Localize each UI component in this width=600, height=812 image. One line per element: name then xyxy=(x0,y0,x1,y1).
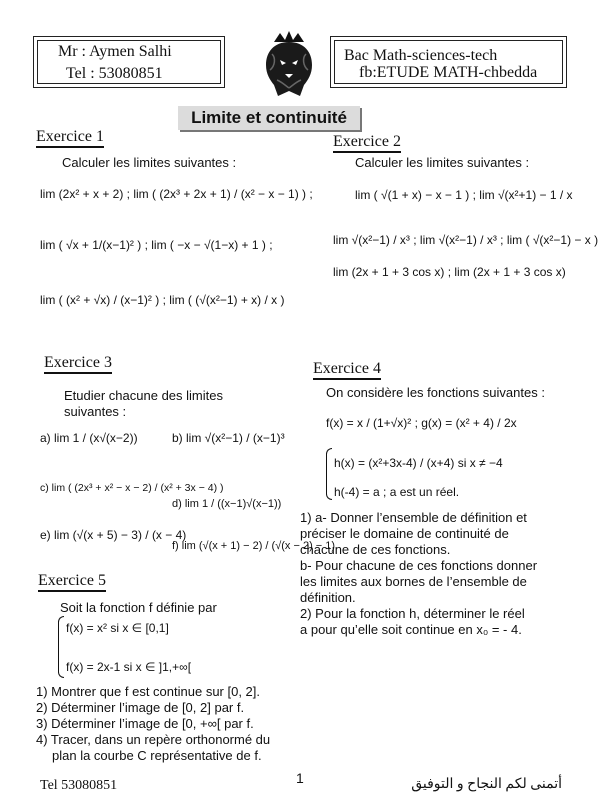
exercise-5-q2: 2) Déterminer l’image de [0, 2] par f. xyxy=(36,700,245,715)
exercise-2-line-2: lim √(x²−1) / x³ ; lim √(x²−1) / x³ ; lim ( √(x²−1) − x ) xyxy=(333,233,599,247)
page-title: Limite et continuité xyxy=(178,106,360,130)
exercise-4-h-brace xyxy=(326,448,332,500)
exercise-4-f-g: f(x) = x / (1+√x)² ; g(x) = (x² + 4) / 2x xyxy=(326,416,517,430)
exercise-5-q3: 3) Déterminer l’image de [0, +∞[ par f. xyxy=(36,716,254,731)
exercise-3-title: Exercice 3 xyxy=(44,354,112,374)
exercise-4-intro: On considère les fonctions suivantes : xyxy=(326,385,545,400)
exercise-4-q1a-3: chacune de ces fonctions. xyxy=(300,542,451,557)
exercise-4-h-line-2: h(-4) = a ; a est un réel. xyxy=(334,485,460,499)
exercise-1-instruction: Calculer les limites suivantes : xyxy=(62,155,237,170)
exercise-5-intro: Soit la fonction f définie par xyxy=(60,600,217,615)
exercise-4-h-line-1: h(x) = (x²+3x-4) / (x+4) si x ≠ −4 xyxy=(334,456,503,470)
exercise-2-line-3: lim (2x + 1 + 3 cos x) ; lim (2x + 1 + 3 cos x) xyxy=(333,265,566,279)
exercise-4-q2-1: 2) Pour la fonction h, déterminer le réel xyxy=(300,606,525,621)
exercise-5-title: Exercice 5 xyxy=(38,572,106,592)
exercise-1-title: Exercice 1 xyxy=(36,128,104,148)
exercise-4-q1b-1: b- Pour chacune de ces fonctions donner xyxy=(300,558,538,573)
exercise-3-instruction-2: suivantes : xyxy=(64,404,127,419)
facebook-page: fb:ETUDE MATH-chbedda xyxy=(359,64,538,81)
exercise-1-line-1: lim (2x² + x + 2) ; lim ( (2x³ + 2x + 1) / (x² − x − 1) ) ; xyxy=(40,187,313,201)
exercise-3-item-a: a) lim 1 / (x√(x−2)) xyxy=(40,431,138,445)
exercise-1-line-3: lim ( (x² + √x) / (x−1)² ) ; lim ( (√(x²−1) + x) / x ) xyxy=(40,293,285,307)
exercise-3-item-f: f) lim (√(x + 1) − 2) / (√(x − 2) − 1) xyxy=(172,540,336,552)
course-name: Bac Math-sciences-tech xyxy=(344,47,498,64)
exercise-2-title: Exercice 2 xyxy=(333,133,401,153)
exercise-3-instruction-1: Etudier chacune des limites xyxy=(64,388,223,403)
page-number: 1 xyxy=(296,770,304,786)
exercise-4-q2-2: a pour qu’elle soit continue en x₀ = - 4. xyxy=(300,622,522,637)
exercise-2-line-1: lim ( √(1 + x) − x − 1 ) ; lim √(x²+1) − 1 / x xyxy=(355,188,573,202)
exercise-4-title: Exercice 4 xyxy=(313,360,381,380)
exercise-2-instruction: Calculer les limites suivantes : xyxy=(355,155,530,170)
author-name: Mr : Aymen Salhi xyxy=(58,43,172,60)
exercise-5-f-line-2: f(x) = 2x-1 si x ∈ ]1,+∞[ xyxy=(66,660,192,674)
footer-phone: Tel 53080851 xyxy=(40,778,118,793)
footer-wish: أتمنى لكم النجاح و التوفيق xyxy=(411,777,562,792)
exercise-3-item-d: d) lim 1 / ((x−1)√(x−1)) xyxy=(172,498,282,510)
exercise-5-q4-2: plan la courbe C représentative de f. xyxy=(52,748,262,763)
author-phone: Tel : 53080851 xyxy=(66,65,163,82)
exercise-3-item-e: e) lim (√(x + 5) − 3) / (x − 4) xyxy=(40,528,187,542)
exercise-3-item-c: c) lim ( (2x³ + x² − x − 2) / (x² + 3x − 4) ) xyxy=(40,482,224,494)
lion-logo xyxy=(260,30,318,100)
exercise-1-line-2: lim ( √x + 1/(x−1)² ) ; lim ( −x − √(1−x) + 1 ) ; xyxy=(40,238,273,252)
exercise-5-brace xyxy=(58,616,64,678)
exercise-4-q1a-2: préciser le domaine de continuité de xyxy=(300,526,509,541)
exercise-5-q4-1: 4) Tracer, dans un repère orthonormé du xyxy=(36,732,271,747)
exercise-3-item-b: b) lim √(x²−1) / (x−1)³ xyxy=(172,431,285,445)
exercise-4-q1b-2: les limites aux bornes de l’ensemble de xyxy=(300,574,527,589)
exercise-4-q1a-1: 1) a- Donner l’ensemble de définition et xyxy=(300,510,527,525)
exercise-5-q1: 1) Montrer que f est continue sur [0, 2]. xyxy=(36,684,261,699)
exercise-5-f-line-1: f(x) = x² si x ∈ [0,1] xyxy=(66,621,169,635)
exercise-4-q1b-3: définition. xyxy=(300,590,356,605)
